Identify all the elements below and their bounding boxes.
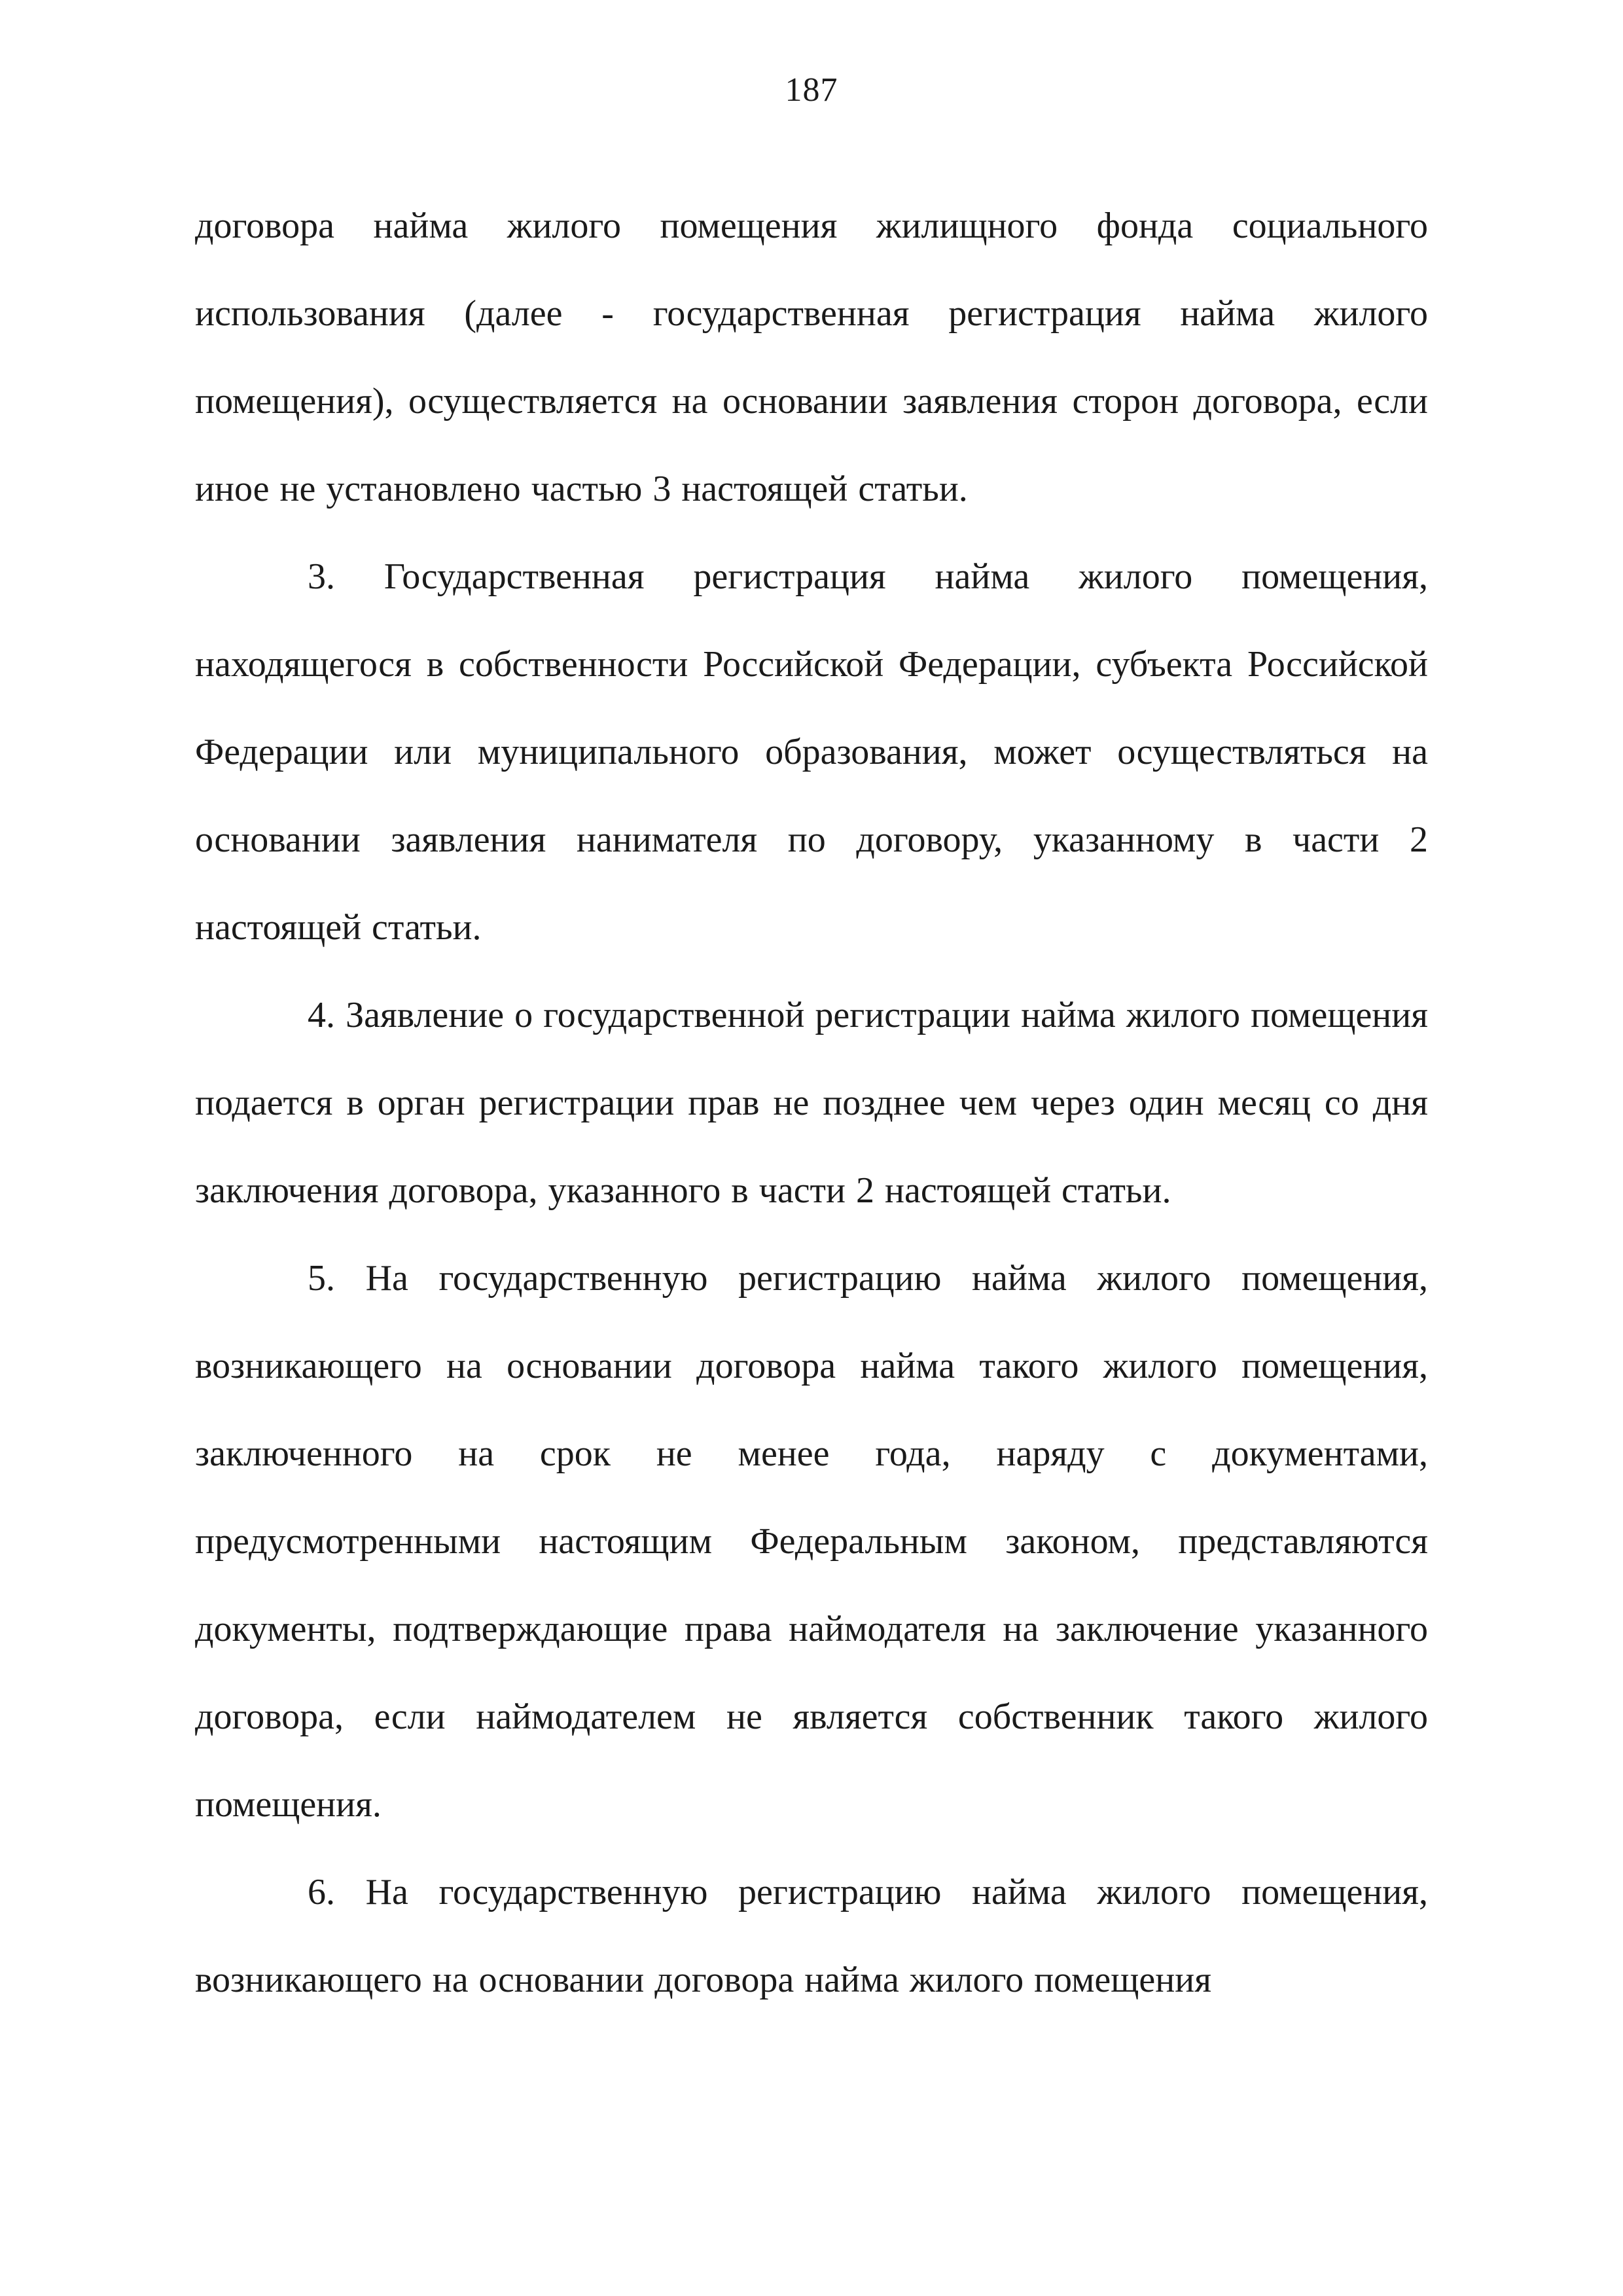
document-body (195, 182, 1428, 2024)
paragraph-item-4: 4. Заявление о государственной регистрации найма жилого помещения подается в орган регистрации прав не позднее чем через один месяц со дня заключения договора, указанного в части 2 настоящей статьи. (195, 995, 1428, 1211)
paragraph-continuation: договора найма жилого помещения жилищного фонда социального использования (далее - государственная регистрация найма жилого помещения), осуществляется на основании заявления сторон договора, если иное не установлено частью 3 настоящей статьи. (195, 206, 1428, 509)
paragraph-item-3: 3. Государственная регистрация найма жилого помещения, находящегося в собственности Российской Федерации, субъекта Российской Федерации или муниципального образования, может осуществляться на основании заявления нанимателя по договору, указанному в части 2 настоящей статьи. (195, 556, 1428, 948)
paragraph-item-6: 6. На государственную регистрацию найма жилого помещения, возникающего на основании договора найма жилого помещения (195, 1872, 1428, 2000)
page-number: 187 (785, 71, 838, 109)
paragraph-item-5: 5. На государственную регистрацию найма жилого помещения, возникающего на основании договора найма такого жилого помещения, заключенного на срок не менее года, наряду с документами, предусмотренными настоящим Федеральным законом, представляются документы, подтверждающие права наймодателя на заключение указанного договора, если наймодателем не является собственник такого жилого помещения. (195, 1258, 1428, 1825)
